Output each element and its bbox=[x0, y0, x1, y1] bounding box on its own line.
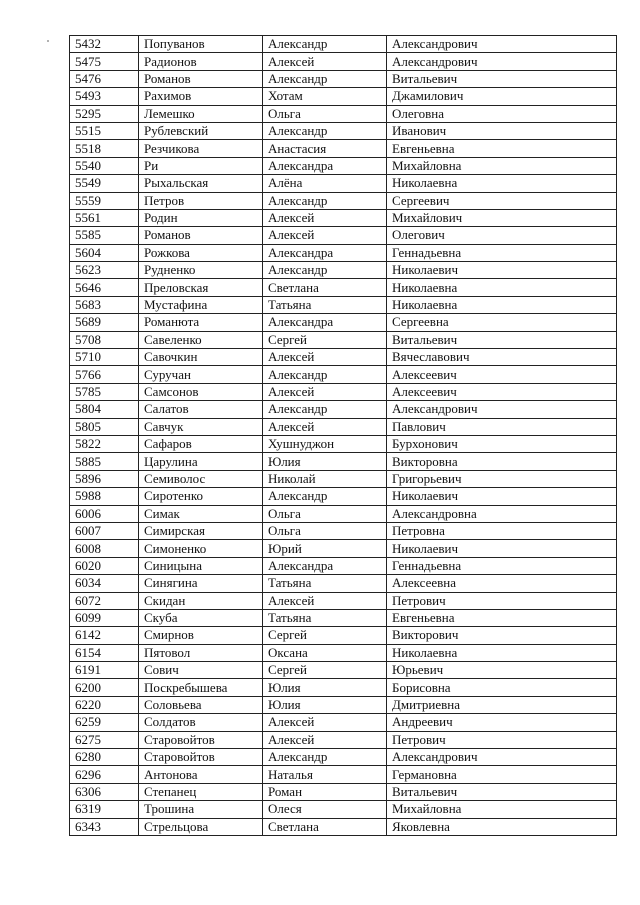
cell-patronymic: Алексеевна bbox=[387, 575, 617, 592]
table-row bbox=[70, 783, 617, 800]
cell-first-name: Олеся bbox=[263, 801, 387, 818]
table-row bbox=[70, 731, 617, 748]
cell-number: 6191 bbox=[70, 662, 139, 679]
cell-first-name: Анастасия bbox=[263, 140, 387, 157]
cell-patronymic: Олегович bbox=[387, 227, 617, 244]
cell-patronymic: Геннадьевна bbox=[387, 244, 617, 261]
cell-first-name: Алексей bbox=[263, 418, 387, 435]
cell-first-name: Татьяна bbox=[263, 296, 387, 313]
cell-first-name: Алексей bbox=[263, 227, 387, 244]
cell-patronymic: Германовна bbox=[387, 766, 617, 783]
table-row bbox=[70, 296, 617, 313]
cell-patronymic: Александрович bbox=[387, 401, 617, 418]
cell-patronymic: Викторович bbox=[387, 627, 617, 644]
cell-number: 5515 bbox=[70, 122, 139, 139]
table-row bbox=[70, 818, 617, 835]
cell-last-name: Савочкин bbox=[139, 349, 263, 366]
cell-number: 5896 bbox=[70, 470, 139, 487]
cell-last-name: Симоненко bbox=[139, 540, 263, 557]
cell-patronymic: Иванович bbox=[387, 122, 617, 139]
cell-first-name: Алексей bbox=[263, 349, 387, 366]
cell-patronymic: Михайловна bbox=[387, 157, 617, 174]
cell-number: 5805 bbox=[70, 418, 139, 435]
cell-number: 6200 bbox=[70, 679, 139, 696]
cell-first-name: Александра bbox=[263, 157, 387, 174]
cell-first-name: Хушнуджон bbox=[263, 435, 387, 452]
cell-patronymic: Юрьевич bbox=[387, 662, 617, 679]
cell-first-name: Светлана bbox=[263, 818, 387, 835]
cell-first-name: Наталья bbox=[263, 766, 387, 783]
table-row bbox=[70, 383, 617, 400]
cell-last-name: Скуба bbox=[139, 609, 263, 626]
cell-number: 5689 bbox=[70, 314, 139, 331]
table-row bbox=[70, 157, 617, 174]
cell-patronymic: Алексеевич bbox=[387, 383, 617, 400]
cell-first-name: Алексей bbox=[263, 714, 387, 731]
cell-last-name: Рублевский bbox=[139, 122, 263, 139]
cell-first-name: Юлия bbox=[263, 453, 387, 470]
scan-speck bbox=[47, 40, 49, 42]
cell-patronymic: Николаевич bbox=[387, 540, 617, 557]
cell-first-name: Алексей bbox=[263, 53, 387, 70]
cell-number: 5549 bbox=[70, 175, 139, 192]
cell-last-name: Романов bbox=[139, 70, 263, 87]
cell-first-name: Александр bbox=[263, 366, 387, 383]
table-row bbox=[70, 366, 617, 383]
cell-number: 6154 bbox=[70, 644, 139, 661]
table-row bbox=[70, 349, 617, 366]
table-row bbox=[70, 766, 617, 783]
cell-first-name: Татьяна bbox=[263, 575, 387, 592]
cell-patronymic: Вячеславович bbox=[387, 349, 617, 366]
cell-patronymic: Петрович bbox=[387, 731, 617, 748]
cell-number: 5822 bbox=[70, 435, 139, 452]
cell-patronymic: Александрович bbox=[387, 53, 617, 70]
cell-last-name: Синягина bbox=[139, 575, 263, 592]
cell-number: 5785 bbox=[70, 383, 139, 400]
cell-number: 5988 bbox=[70, 488, 139, 505]
cell-first-name: Николай bbox=[263, 470, 387, 487]
cell-first-name: Роман bbox=[263, 783, 387, 800]
cell-number: 5585 bbox=[70, 227, 139, 244]
cell-first-name: Сергей bbox=[263, 662, 387, 679]
cell-patronymic: Евгеньевна bbox=[387, 140, 617, 157]
cell-first-name: Юлия bbox=[263, 696, 387, 713]
cell-last-name: Романюта bbox=[139, 314, 263, 331]
cell-first-name: Хотам bbox=[263, 88, 387, 105]
cell-last-name: Соловьева bbox=[139, 696, 263, 713]
cell-first-name: Александр bbox=[263, 192, 387, 209]
cell-patronymic: Джамилович bbox=[387, 88, 617, 105]
cell-first-name: Сергей bbox=[263, 331, 387, 348]
cell-last-name: Солдатов bbox=[139, 714, 263, 731]
cell-number: 5766 bbox=[70, 366, 139, 383]
cell-first-name: Ольга bbox=[263, 105, 387, 122]
cell-patronymic: Петрович bbox=[387, 592, 617, 609]
cell-number: 5493 bbox=[70, 88, 139, 105]
table-row bbox=[70, 575, 617, 592]
cell-last-name: Пятовол bbox=[139, 644, 263, 661]
table-row bbox=[70, 627, 617, 644]
table-row bbox=[70, 714, 617, 731]
table-row bbox=[70, 262, 617, 279]
cell-last-name: Савеленко bbox=[139, 331, 263, 348]
cell-number: 5646 bbox=[70, 279, 139, 296]
cell-last-name: Синицына bbox=[139, 557, 263, 574]
cell-last-name: Рыхальская bbox=[139, 175, 263, 192]
cell-last-name: Симирская bbox=[139, 522, 263, 539]
cell-number: 6142 bbox=[70, 627, 139, 644]
cell-patronymic: Михайлович bbox=[387, 209, 617, 226]
cell-number: 6099 bbox=[70, 609, 139, 626]
cell-patronymic: Алексеевич bbox=[387, 366, 617, 383]
cell-number: 5518 bbox=[70, 140, 139, 157]
cell-first-name: Александр bbox=[263, 70, 387, 87]
table-row bbox=[70, 227, 617, 244]
cell-number: 5432 bbox=[70, 36, 139, 53]
cell-last-name: Мустафина bbox=[139, 296, 263, 313]
cell-last-name: Рудненко bbox=[139, 262, 263, 279]
table-row bbox=[70, 244, 617, 261]
table-row bbox=[70, 53, 617, 70]
cell-patronymic: Витальевич bbox=[387, 70, 617, 87]
cell-first-name: Алексей bbox=[263, 592, 387, 609]
table-row bbox=[70, 401, 617, 418]
cell-number: 6034 bbox=[70, 575, 139, 592]
cell-patronymic: Андреевич bbox=[387, 714, 617, 731]
cell-first-name: Александра bbox=[263, 314, 387, 331]
cell-first-name: Алексей bbox=[263, 383, 387, 400]
cell-number: 6275 bbox=[70, 731, 139, 748]
cell-patronymic: Витальевич bbox=[387, 783, 617, 800]
cell-number: 5710 bbox=[70, 349, 139, 366]
cell-last-name: Сафаров bbox=[139, 435, 263, 452]
cell-first-name: Юрий bbox=[263, 540, 387, 557]
table-row bbox=[70, 488, 617, 505]
table-row bbox=[70, 279, 617, 296]
cell-first-name: Александр bbox=[263, 488, 387, 505]
cell-number: 6296 bbox=[70, 766, 139, 783]
cell-patronymic: Николаевна bbox=[387, 296, 617, 313]
table-row bbox=[70, 418, 617, 435]
cell-patronymic: Борисовна bbox=[387, 679, 617, 696]
cell-patronymic: Дмитриевна bbox=[387, 696, 617, 713]
cell-last-name: Старовойтов bbox=[139, 749, 263, 766]
cell-last-name: Преловская bbox=[139, 279, 263, 296]
cell-patronymic: Николаевна bbox=[387, 279, 617, 296]
cell-last-name: Лемешко bbox=[139, 105, 263, 122]
table-row bbox=[70, 662, 617, 679]
table-row bbox=[70, 209, 617, 226]
cell-patronymic: Павлович bbox=[387, 418, 617, 435]
cell-last-name: Симак bbox=[139, 505, 263, 522]
cell-patronymic: Николаевич bbox=[387, 488, 617, 505]
cell-first-name: Ольга bbox=[263, 505, 387, 522]
table-row bbox=[70, 679, 617, 696]
cell-number: 6280 bbox=[70, 749, 139, 766]
cell-patronymic: Сергеевич bbox=[387, 192, 617, 209]
cell-patronymic: Александрович bbox=[387, 749, 617, 766]
cell-first-name: Александр bbox=[263, 749, 387, 766]
cell-last-name: Смирнов bbox=[139, 627, 263, 644]
cell-last-name: Резчикова bbox=[139, 140, 263, 157]
cell-patronymic: Евгеньевна bbox=[387, 609, 617, 626]
cell-patronymic: Сергеевна bbox=[387, 314, 617, 331]
cell-first-name: Александра bbox=[263, 557, 387, 574]
table-row bbox=[70, 470, 617, 487]
cell-number: 6020 bbox=[70, 557, 139, 574]
cell-number: 6007 bbox=[70, 522, 139, 539]
cell-number: 5623 bbox=[70, 262, 139, 279]
cell-first-name: Сергей bbox=[263, 627, 387, 644]
table-row bbox=[70, 505, 617, 522]
cell-first-name: Александр bbox=[263, 262, 387, 279]
table-row bbox=[70, 540, 617, 557]
cell-patronymic: Геннадьевна bbox=[387, 557, 617, 574]
cell-number: 6306 bbox=[70, 783, 139, 800]
table-row bbox=[70, 644, 617, 661]
cell-number: 5561 bbox=[70, 209, 139, 226]
cell-number: 5885 bbox=[70, 453, 139, 470]
cell-number: 6008 bbox=[70, 540, 139, 557]
cell-first-name: Александр bbox=[263, 401, 387, 418]
table-row bbox=[70, 592, 617, 609]
table-row bbox=[70, 557, 617, 574]
cell-first-name: Татьяна bbox=[263, 609, 387, 626]
cell-last-name: Радионов bbox=[139, 53, 263, 70]
cell-number: 5476 bbox=[70, 70, 139, 87]
cell-last-name: Савчук bbox=[139, 418, 263, 435]
cell-patronymic: Викторовна bbox=[387, 453, 617, 470]
cell-last-name: Семиволос bbox=[139, 470, 263, 487]
cell-number: 5295 bbox=[70, 105, 139, 122]
cell-last-name: Попуванов bbox=[139, 36, 263, 53]
cell-first-name: Юлия bbox=[263, 679, 387, 696]
cell-last-name: Степанец bbox=[139, 783, 263, 800]
cell-first-name: Светлана bbox=[263, 279, 387, 296]
cell-number: 5683 bbox=[70, 296, 139, 313]
cell-patronymic: Яковлевна bbox=[387, 818, 617, 835]
table-row bbox=[70, 140, 617, 157]
cell-number: 6343 bbox=[70, 818, 139, 835]
cell-last-name: Петров bbox=[139, 192, 263, 209]
cell-last-name: Антонова bbox=[139, 766, 263, 783]
cell-last-name: Скидан bbox=[139, 592, 263, 609]
cell-patronymic: Олеговна bbox=[387, 105, 617, 122]
cell-patronymic: Михайловна bbox=[387, 801, 617, 818]
cell-last-name: Рахимов bbox=[139, 88, 263, 105]
table-row bbox=[70, 175, 617, 192]
cell-number: 5559 bbox=[70, 192, 139, 209]
cell-last-name: Старовойтов bbox=[139, 731, 263, 748]
cell-patronymic: Григорьевич bbox=[387, 470, 617, 487]
cell-patronymic: Витальевич bbox=[387, 331, 617, 348]
table-row bbox=[70, 70, 617, 87]
table-row bbox=[70, 192, 617, 209]
cell-last-name: Романов bbox=[139, 227, 263, 244]
cell-last-name: Поскребышева bbox=[139, 679, 263, 696]
table-row bbox=[70, 453, 617, 470]
cell-last-name: Салатов bbox=[139, 401, 263, 418]
cell-last-name: Родин bbox=[139, 209, 263, 226]
cell-first-name: Алексей bbox=[263, 209, 387, 226]
cell-number: 6072 bbox=[70, 592, 139, 609]
cell-last-name: Трошина bbox=[139, 801, 263, 818]
table-row bbox=[70, 36, 617, 53]
cell-patronymic: Николаевна bbox=[387, 644, 617, 661]
cell-patronymic: Петровна bbox=[387, 522, 617, 539]
table-row bbox=[70, 331, 617, 348]
cell-last-name: Стрельцова bbox=[139, 818, 263, 835]
cell-number: 5604 bbox=[70, 244, 139, 261]
cell-first-name: Ольга bbox=[263, 522, 387, 539]
table-row bbox=[70, 522, 617, 539]
cell-last-name: Царулина bbox=[139, 453, 263, 470]
cell-number: 6259 bbox=[70, 714, 139, 731]
cell-patronymic: Александрович bbox=[387, 36, 617, 53]
cell-first-name: Алексей bbox=[263, 731, 387, 748]
table-row bbox=[70, 122, 617, 139]
cell-number: 5475 bbox=[70, 53, 139, 70]
table-row bbox=[70, 609, 617, 626]
cell-first-name: Александр bbox=[263, 122, 387, 139]
cell-first-name: Оксана bbox=[263, 644, 387, 661]
cell-last-name: Сиротенко bbox=[139, 488, 263, 505]
table-row bbox=[70, 105, 617, 122]
cell-last-name: Самсонов bbox=[139, 383, 263, 400]
cell-number: 6319 bbox=[70, 801, 139, 818]
cell-patronymic: Николаевна bbox=[387, 175, 617, 192]
cell-number: 6220 bbox=[70, 696, 139, 713]
cell-patronymic: Николаевич bbox=[387, 262, 617, 279]
roster-table bbox=[69, 35, 617, 836]
cell-first-name: Алёна bbox=[263, 175, 387, 192]
cell-number: 5540 bbox=[70, 157, 139, 174]
cell-number: 6006 bbox=[70, 505, 139, 522]
cell-patronymic: Александровна bbox=[387, 505, 617, 522]
cell-number: 5804 bbox=[70, 401, 139, 418]
cell-last-name: Суручан bbox=[139, 366, 263, 383]
cell-first-name: Александр bbox=[263, 36, 387, 53]
roster-table-body bbox=[70, 36, 617, 836]
cell-number: 5708 bbox=[70, 331, 139, 348]
table-row bbox=[70, 435, 617, 452]
table-row bbox=[70, 749, 617, 766]
table-row bbox=[70, 801, 617, 818]
table-row bbox=[70, 314, 617, 331]
cell-last-name: Сович bbox=[139, 662, 263, 679]
cell-first-name: Александра bbox=[263, 244, 387, 261]
table-row bbox=[70, 696, 617, 713]
cell-last-name: Рожкова bbox=[139, 244, 263, 261]
table-row bbox=[70, 88, 617, 105]
cell-patronymic: Бурхонович bbox=[387, 435, 617, 452]
cell-last-name: Ри bbox=[139, 157, 263, 174]
